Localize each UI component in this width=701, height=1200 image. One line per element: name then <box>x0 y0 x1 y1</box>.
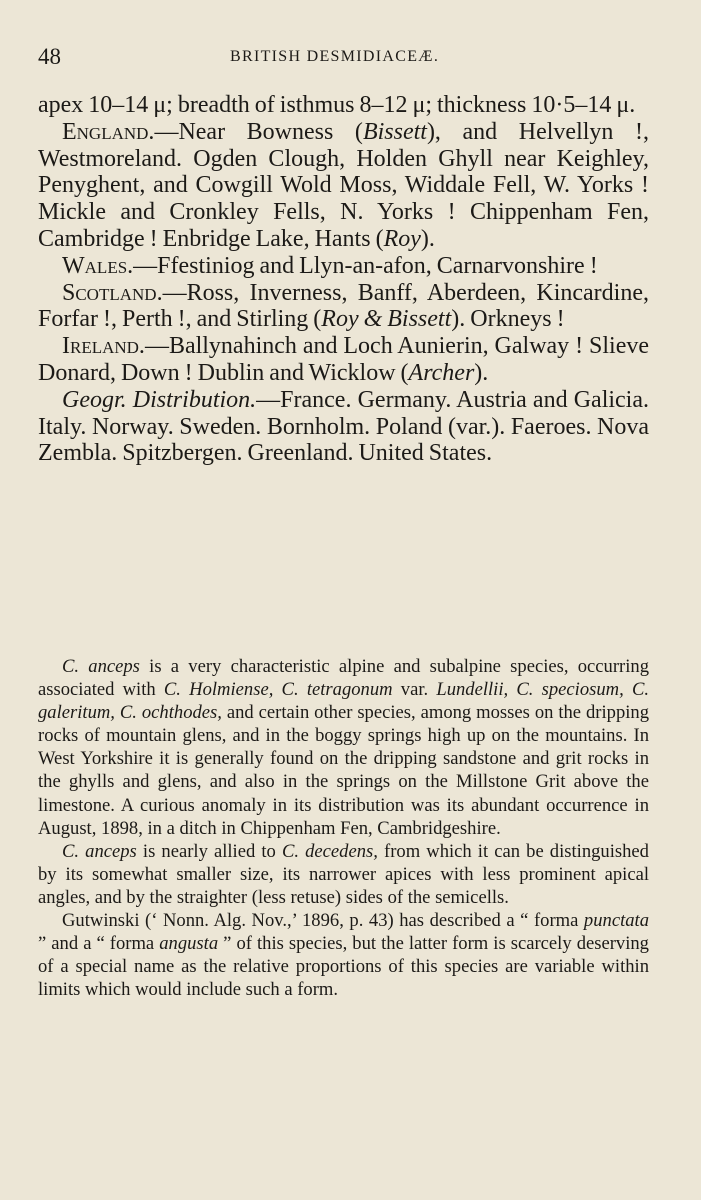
region-label: Ireland. <box>62 333 145 360</box>
geographic-distribution: Geogr. Distribution.—France. Germany. Austria and Galicia. Italy. Norway. Sweden. Bornholm. Poland (var.). Faeroes. Nova Zembla. Spitzbergen. Greenland. United States. <box>38 386 650 467</box>
region-label: Scotland. <box>62 279 163 306</box>
region-label: England. <box>62 118 155 145</box>
note-paragraph: C. anceps is a very characteristic alpine and subalpine species, occurring associated with C. Holmiense, C. tetragonum var. Lundellii, C. speciosum, C. galeritum, C. ochthodes, and certain other species, among mosses on the dripping rocks of mountain glens, and in the boggy springs high up on the mountains. In West Yorkshire it is generally found on the dripping sandstone and grit rocks in the ghylls and glens, and also in the springs on the Millstone Grit above the limestone. A curious anomaly in its distribution was its abundant occurrence in August, 1898, in a ditch in Chippenham Fen, Cambridgeshire. <box>38 656 650 839</box>
distribution-wales: Wales.—Ffestiniog and Llyn-an-afon, Carnarvonshire ! <box>62 252 598 279</box>
distribution-scotland: Scotland.—Ross, Inverness, Banff, Aberdeen, Kincardine, Forfar !, Perth !, and Stirling (Roy & Bissett). Orkneys ! <box>38 279 649 333</box>
collector-name: Roy & Bissett <box>321 306 452 333</box>
notes-section <box>38 655 649 1001</box>
running-head <box>38 44 649 74</box>
note-paragraph: Gutwinski (‘ Nonn. Alg. Nov.,’ 1896, p. 43) has described a “ forma punctata ” and a “ forma angusta ” of this species, but the latter form is scarcely deserving of a special name as the relative proportions of this species are variable within limits which would include such a form. <box>38 910 649 1001</box>
note-paragraph: C. anceps is nearly allied to C. decedens, from which it can be distinguished by its somewhat smaller size, its narrower apices with less prominent apical angles, and by the straighter (less retuse) sides of the semicells. <box>38 840 649 908</box>
collector-name: Bissett <box>362 118 427 145</box>
distribution-england: England.—Near Bowness (Bissett), and Helvellyn !, Westmoreland. Ogden Clough, Holden Ghyll near Keighley, Penyghent, and Cowgill Wold Moss, Widdale Fell, W. Yorks ! Mickle and Cronkley Fells, N. Yorks ! Chippenham Fen, Cambridge ! Enbridge Lake, Hants (Roy). <box>38 118 650 252</box>
collector-name: Archer <box>408 359 475 386</box>
collector-name: Roy <box>383 225 421 252</box>
main-text <box>38 92 649 467</box>
running-title: BRITISH DESMIDIACEÆ. <box>230 48 440 65</box>
region-label: Wales. <box>62 252 134 279</box>
description-continuation: apex 10–14 μ; breadth of isthmus 8–12 μ; thickness 10·5–14 μ. <box>38 92 636 118</box>
region-label: Geogr. Distribution. <box>62 386 257 413</box>
page-number: 48 <box>38 44 61 69</box>
distribution-ireland: Ireland.—Ballynahinch and Loch Aunierin, Galway ! Slieve Donard, Down ! Dublin and Wicklow (Archer). <box>38 333 649 386</box>
